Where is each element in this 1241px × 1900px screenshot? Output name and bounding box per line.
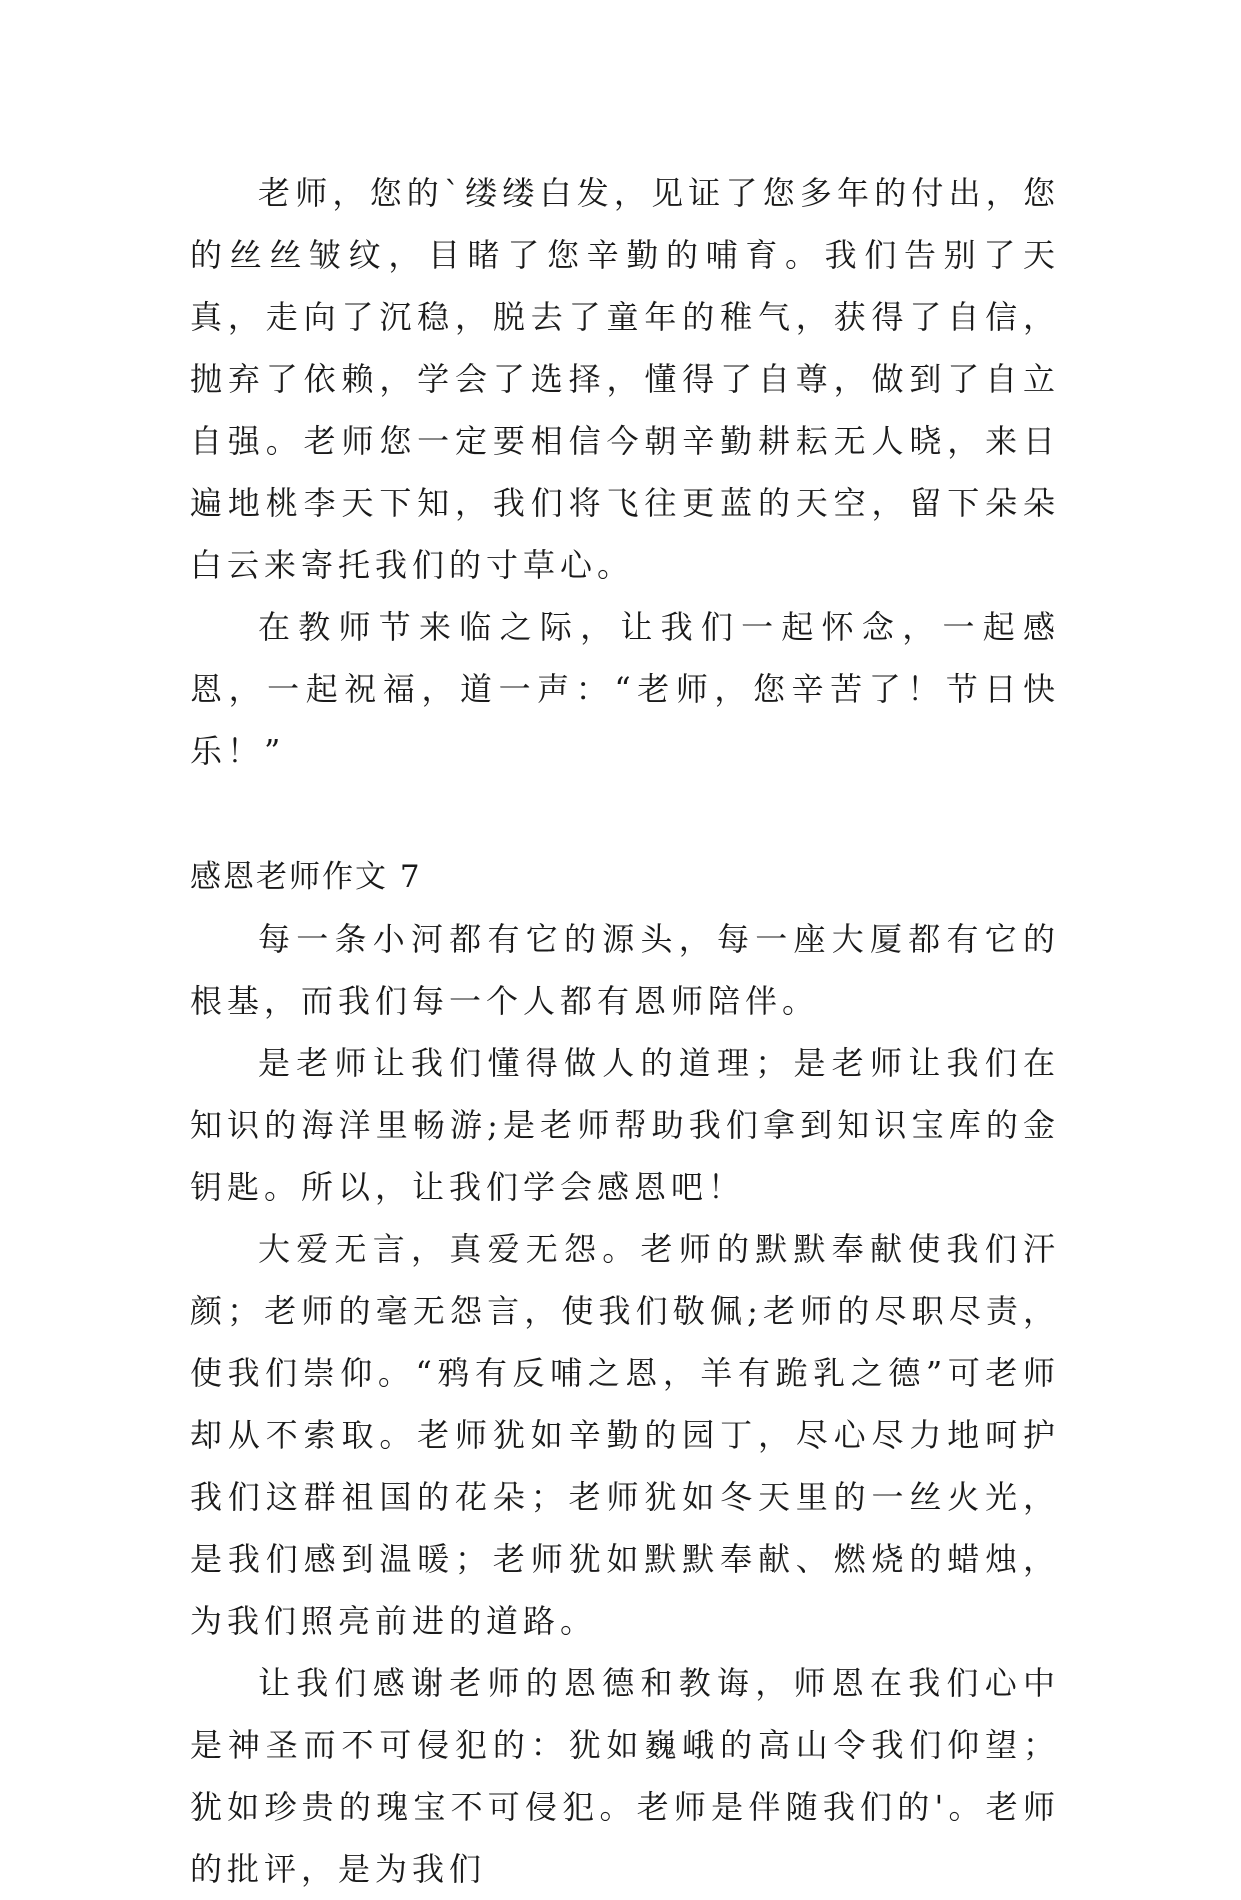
document-body: [190, 162, 1060, 1900]
section-heading: 感恩老师作文 7: [190, 859, 422, 895]
paragraph: 老师，您的`缕缕白发，见证了您多年的付出，您的丝丝皱纹，目睹了您辛勤的哺育。我们告别了天真，走向了沉稳，脱去了童年的稚气，获得了自信，抛弃了依赖，学会了选择，懂得了自尊，做到了自立自强。老师您一定要相信今朝辛勤耕耘无人晓，来日遍地桃李天下知，我们将飞往更蓝的天空，留下朵朵白云来寄托我们的寸草心。: [190, 174, 1060, 584]
paragraph: 大爱无言，真爱无怨。老师的默默奉献使我们汗颜；老师的毫无怨言，使我们敬佩;老师的尽职尽责，使我们崇仰。“鸦有反哺之恩，羊有跪乳之德”可老师却从不索取。老师犹如辛勤的园丁，尽心尽力地呵护我们这群祖国的花朵；老师犹如冬天里的一丝火光，是我们感到温暖；老师犹如默默奉献、燃烧的蜡烛，为我们照亮前进的道路。: [190, 1230, 1060, 1640]
paragraph: 让我们感谢老师的恩德和教诲，师恩在我们心中是神圣而不可侵犯的：犹如巍峨的高山令我们仰望；犹如珍贵的瑰宝不可侵犯。老师是伴随我们的'。老师的批评，是为我们: [190, 1664, 1060, 1888]
paragraph: 每一条小河都有它的源头，每一座大厦都有它的根基，而我们每一个人都有恩师陪伴。: [190, 920, 1060, 1020]
paragraph: 是老师让我们懂得做人的道理；是老师让我们在知识的海洋里畅游;是老师帮助我们拿到知识宝库的金钥匙。所以，让我们学会感恩吧！: [190, 1044, 1060, 1206]
paragraph: 在教师节来临之际，让我们一起怀念，一起感恩，一起祝福，道一声：“老师，您辛苦了！节日快乐！”: [190, 608, 1060, 770]
section-spacer: [190, 782, 1060, 846]
